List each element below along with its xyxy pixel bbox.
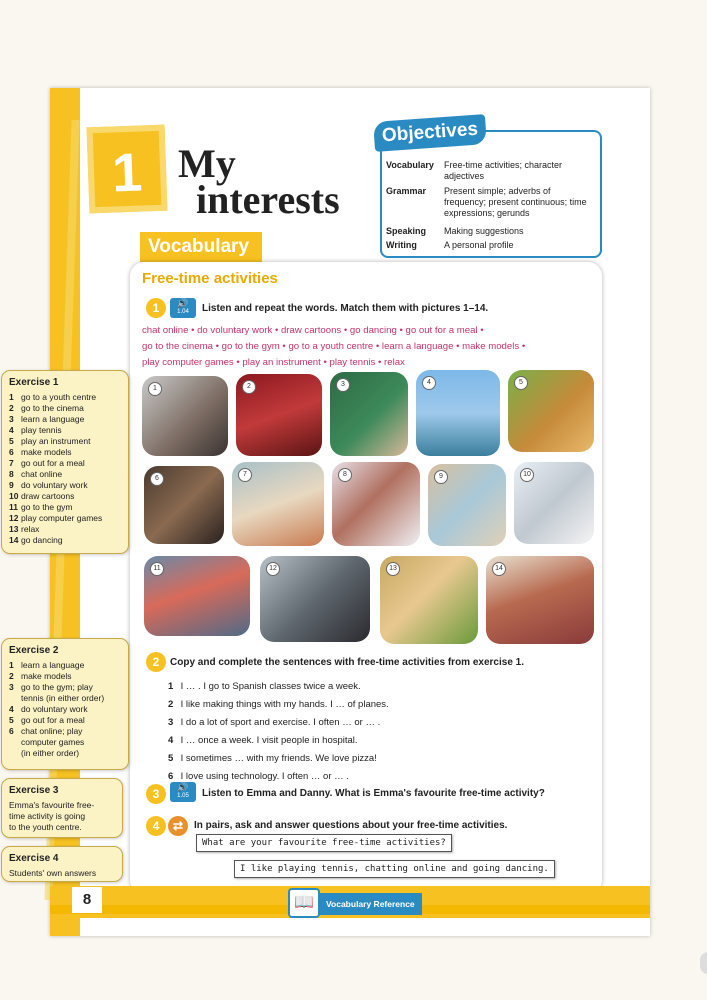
exercise-3-instruction: Listen to Emma and Danny. What is Emma's favourite free-time activity? xyxy=(202,788,545,799)
photo: 12 xyxy=(260,556,370,642)
photo: 9 xyxy=(428,464,506,546)
unit-title: My interests xyxy=(178,141,340,222)
photo: 10 xyxy=(514,462,594,544)
photo: 13 xyxy=(380,556,478,644)
exercise-3-number: 3 xyxy=(146,784,166,804)
page-corner xyxy=(700,952,707,974)
speech-bubble-answer: I like playing tennis, chatting online and going dancing. xyxy=(234,860,555,878)
photo: 4 xyxy=(416,370,500,456)
vocabulary-reference-button[interactable]: Vocabulary Reference xyxy=(292,893,422,915)
photo: 6 xyxy=(144,466,224,544)
page-number: 8 xyxy=(72,887,102,913)
speech-bubble-question: What are your favourite free-time activities? xyxy=(196,834,452,852)
answer-box-exercise-2: Exercise 2 1 learn a language 2 make models 3 go to the gym; play tennis (in either order) 4 do voluntary work 5 go out for a meal 6 chat online; play computer games (in either order) xyxy=(1,638,129,770)
answer-box-exercise-1: Exercise 1 1 go to a youth centre 2 go to the cinema 3 learn a language 4 play tennis 5 play an instrument 6 make models 7 go out for a meal 8 chat online 9 do voluntary work 10 draw cartoons 11 go to the gym 12 play computer games 13 relax 14 go dancing xyxy=(1,370,129,554)
exercise-2-instruction: Copy and complete the sentences with free-time activities from exercise 1. xyxy=(170,657,525,668)
word-list: chat online • do voluntary work • draw cartoons • go dancing • go out for a meal • go to the cinema • go to the gym • go to a youth centre • learn a language • make models • play computer games • play an instrument • play tennis • relax xyxy=(142,325,526,368)
photo: 7 xyxy=(232,462,324,546)
section-tab: Vocabulary xyxy=(140,232,262,262)
speaker-icon: 🔊 xyxy=(177,298,189,308)
exercise-2-number: 2 xyxy=(146,652,166,672)
exercise-1-number: 1 xyxy=(146,298,166,318)
unit-number-badge: 1 xyxy=(87,125,168,214)
photo: 3 xyxy=(330,372,408,456)
answer-box-exercise-3: Exercise 3 Emma's favourite free- time activity is going to the youth centre. xyxy=(1,778,123,838)
photo: 2 xyxy=(236,374,322,456)
photo: 5 xyxy=(508,370,594,452)
exercise-4-number: 4 xyxy=(146,816,166,836)
section-heading: Free-time activities xyxy=(142,270,278,287)
sentence-list: 1 I … . I go to Spanish classes twice a week. 2 I like making things with my hands. I … of planes. 3 I do a lot of sport and exercise. I often … or … . 4 I … once a week. I visit people in hospital. 5 I sometimes … with my friends. We love pizza! 6 I love using technology. I often … or … . xyxy=(168,681,389,782)
exercise-4-instruction: In pairs, ask and answer questions about your free-time activities. xyxy=(194,820,508,831)
book-icon: 📖 xyxy=(288,888,320,918)
photo: 8 xyxy=(332,462,420,546)
audio-track-button[interactable]: 🔊 1.04 xyxy=(170,298,196,318)
photo: 1 xyxy=(142,376,228,456)
audio-track-button[interactable]: 🔊 1.05 xyxy=(170,782,196,802)
pairwork-icon: ⇄ xyxy=(168,816,188,836)
photo: 14 xyxy=(486,556,594,644)
photo: 11 xyxy=(144,556,250,636)
objectives-label: Objectives xyxy=(373,114,487,152)
exercise-1-instruction: Listen and repeat the words. Match them with pictures 1–14. xyxy=(202,303,489,314)
speaker-icon: 🔊 xyxy=(177,782,189,792)
answer-box-exercise-4: Exercise 4 Students' own answers xyxy=(1,846,123,882)
